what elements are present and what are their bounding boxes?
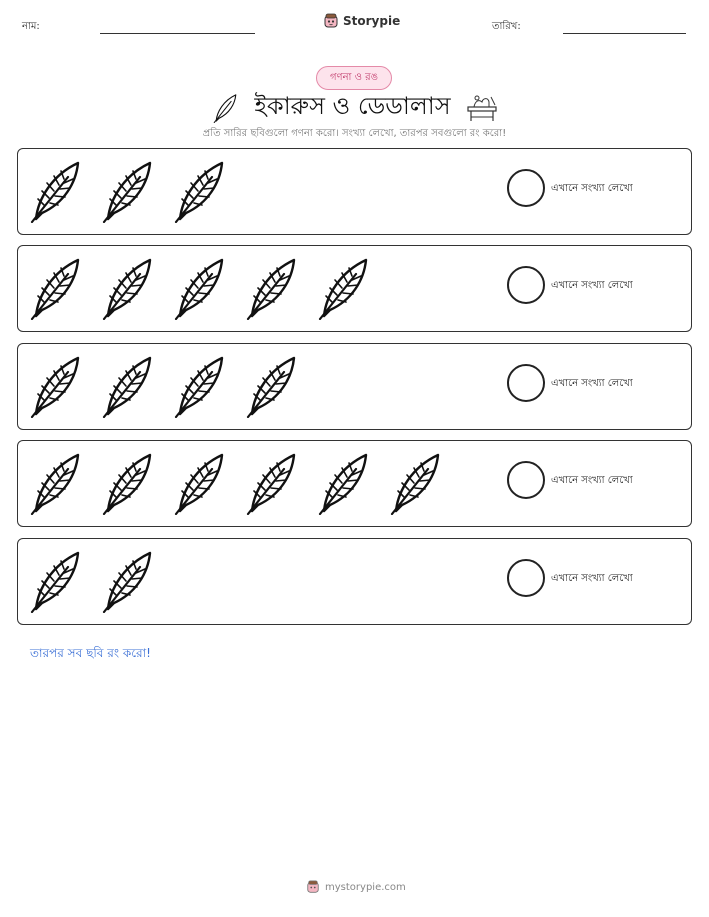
feather-icon — [28, 256, 82, 320]
mascot-icon — [306, 880, 320, 894]
counting-row — [17, 538, 692, 625]
answer-circle[interactable] — [507, 266, 545, 304]
feather-icon — [100, 549, 154, 613]
brand-name: Storypie — [343, 14, 401, 28]
footer-site: mystorypie.com — [325, 881, 406, 893]
answer-label: এখানে সংখ্যা লেখো — [551, 378, 633, 389]
feather-icon — [28, 451, 82, 515]
date-label: তারিখ: — [492, 21, 521, 32]
feather-icon — [100, 354, 154, 418]
instructions: প্রতি সারির ছবিগুলো গণনা করো। সংখ্যা লেখো, তারপর সবগুলো রং করো! — [202, 128, 507, 139]
counting-row — [17, 245, 692, 332]
feather-icon — [316, 451, 370, 515]
answer-label: এখানে সংখ্যা লেখো — [551, 573, 633, 584]
answer-circle[interactable] — [507, 559, 545, 597]
footer — [306, 880, 406, 894]
feather-icon — [244, 256, 298, 320]
date-line[interactable] — [563, 33, 686, 34]
brand-logo — [323, 13, 400, 29]
feather-icon — [244, 451, 298, 515]
answer-circle[interactable] — [507, 461, 545, 499]
mascot-icon — [323, 13, 339, 29]
title-row — [0, 88, 709, 128]
answer-circle[interactable] — [507, 169, 545, 207]
feather-icon — [172, 256, 226, 320]
feather-group — [28, 256, 370, 322]
workbench-icon — [465, 93, 499, 123]
feather-icon — [210, 93, 240, 123]
feather-group — [28, 354, 298, 420]
feather-group — [28, 549, 154, 615]
feather-group — [28, 159, 226, 225]
category-badge: গণনা ও রঙ — [316, 66, 392, 90]
answer-circle[interactable] — [507, 364, 545, 402]
feather-icon — [244, 354, 298, 418]
feather-icon — [172, 159, 226, 223]
name-label: নাম: — [22, 21, 40, 32]
feather-icon — [100, 256, 154, 320]
feather-icon — [28, 354, 82, 418]
feather-icon — [316, 256, 370, 320]
answer-label: এখানে সংখ্যা লেখো — [551, 183, 633, 194]
feather-icon — [28, 159, 82, 223]
counting-row — [17, 440, 692, 527]
color-instruction: তারপর সব ছবি রং করো! — [30, 646, 151, 660]
feather-icon — [172, 354, 226, 418]
page-title: ইকারুস ও ডেডালাস — [254, 92, 451, 120]
feather-icon — [172, 451, 226, 515]
counting-row — [17, 148, 692, 235]
name-line[interactable] — [100, 33, 255, 34]
counting-row — [17, 343, 692, 430]
answer-label: এখানে সংখ্যা লেখো — [551, 280, 633, 291]
feather-icon — [28, 549, 82, 613]
feather-icon — [100, 451, 154, 515]
answer-label: এখানে সংখ্যা লেখো — [551, 475, 633, 486]
feather-icon — [100, 159, 154, 223]
feather-group — [28, 451, 442, 517]
feather-icon — [388, 451, 442, 515]
